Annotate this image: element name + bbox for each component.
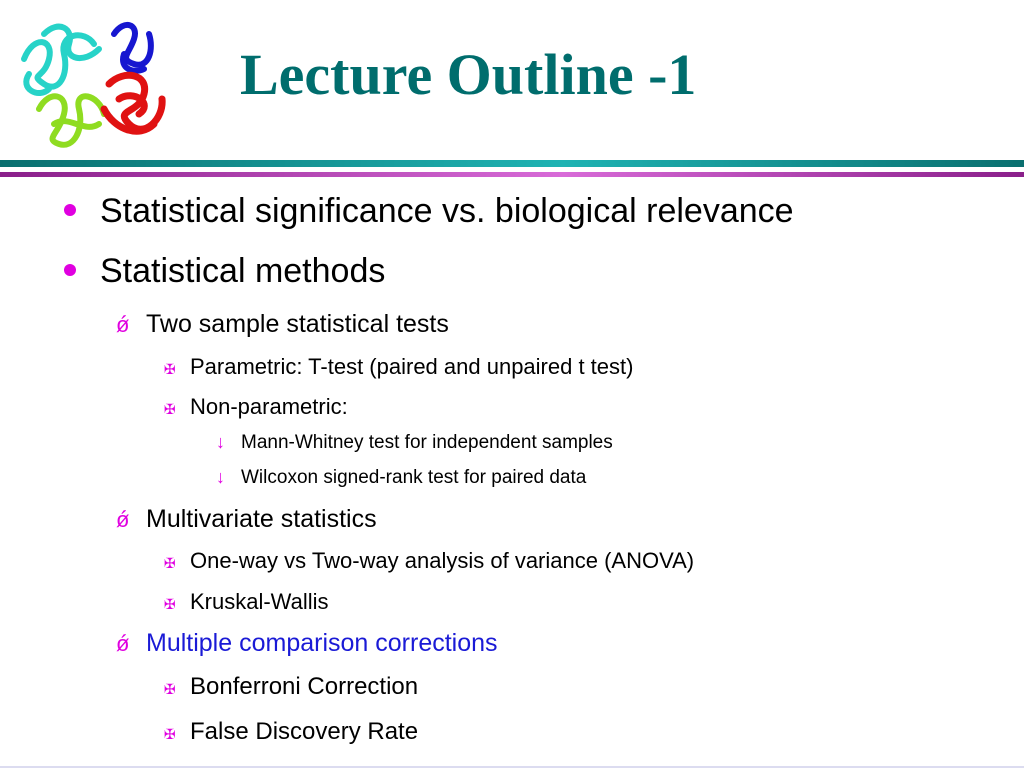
outline-item-level3 xyxy=(164,718,418,746)
outline-item-text: Multivariate statistics xyxy=(146,505,377,533)
outline-item-level1 xyxy=(64,252,385,291)
bullet-down-arrow-icon: ↓ xyxy=(216,467,225,487)
outline-item-text: Kruskal-Wallis xyxy=(190,589,329,614)
outline-item-text: Parametric: T-test (paired and unpaired t test) xyxy=(190,354,634,379)
outline-item-level3 xyxy=(164,673,418,701)
bullet-down-arrow-icon: ↓ xyxy=(216,432,225,452)
bullet-cross-icon: ✠ xyxy=(164,361,176,377)
bullet-arrow-icon: ǿ xyxy=(116,631,130,656)
bullet-arrow-icon: ǿ xyxy=(116,507,130,532)
page-title: Lecture Outline -1 xyxy=(240,42,697,107)
outline-item-text: False Discovery Rate xyxy=(190,718,419,745)
outline-item-level4 xyxy=(216,432,613,454)
bullet-cross-icon: ✠ xyxy=(164,596,176,612)
outline-item-text: One-way vs Two-way analysis of variance (ANOVA) xyxy=(190,548,695,573)
outline-item-text: Wilcoxon signed-rank test for paired data xyxy=(241,467,587,488)
bullet-cross-icon: ✠ xyxy=(164,726,176,742)
bullet-arrow-icon: ǿ xyxy=(116,312,130,337)
outline-item-level1 xyxy=(64,192,794,231)
bullet-cross-icon: ✠ xyxy=(164,555,176,571)
outline-item-text: Bonferroni Correction xyxy=(190,673,419,700)
bullet-dot-icon xyxy=(64,204,76,216)
outline-item-level2 xyxy=(116,629,498,658)
outline-item-text: Statistical significance vs. biological relevance xyxy=(100,192,794,230)
outline-item-level2 xyxy=(116,505,377,534)
outline-item-text: Statistical methods xyxy=(100,252,386,290)
bullet-dot-icon xyxy=(64,264,76,276)
outline-item-text: Mann-Whitney test for independent samples xyxy=(241,432,613,453)
outline-item-level3 xyxy=(164,589,329,615)
outline-item-level3 xyxy=(164,354,633,380)
outline-item-level3 xyxy=(164,394,348,420)
outline-item-level3 xyxy=(164,548,694,574)
bullet-cross-icon: ✠ xyxy=(164,401,176,417)
outline-item-text: Two sample statistical tests xyxy=(146,310,449,338)
bullet-cross-icon: ✠ xyxy=(164,681,176,697)
outline-item-text: Non-parametric: xyxy=(190,394,348,419)
outline-item-level2 xyxy=(116,310,449,339)
outline-item-level4 xyxy=(216,467,586,489)
outline-item-text-highlighted: Multiple comparison corrections xyxy=(146,629,498,657)
